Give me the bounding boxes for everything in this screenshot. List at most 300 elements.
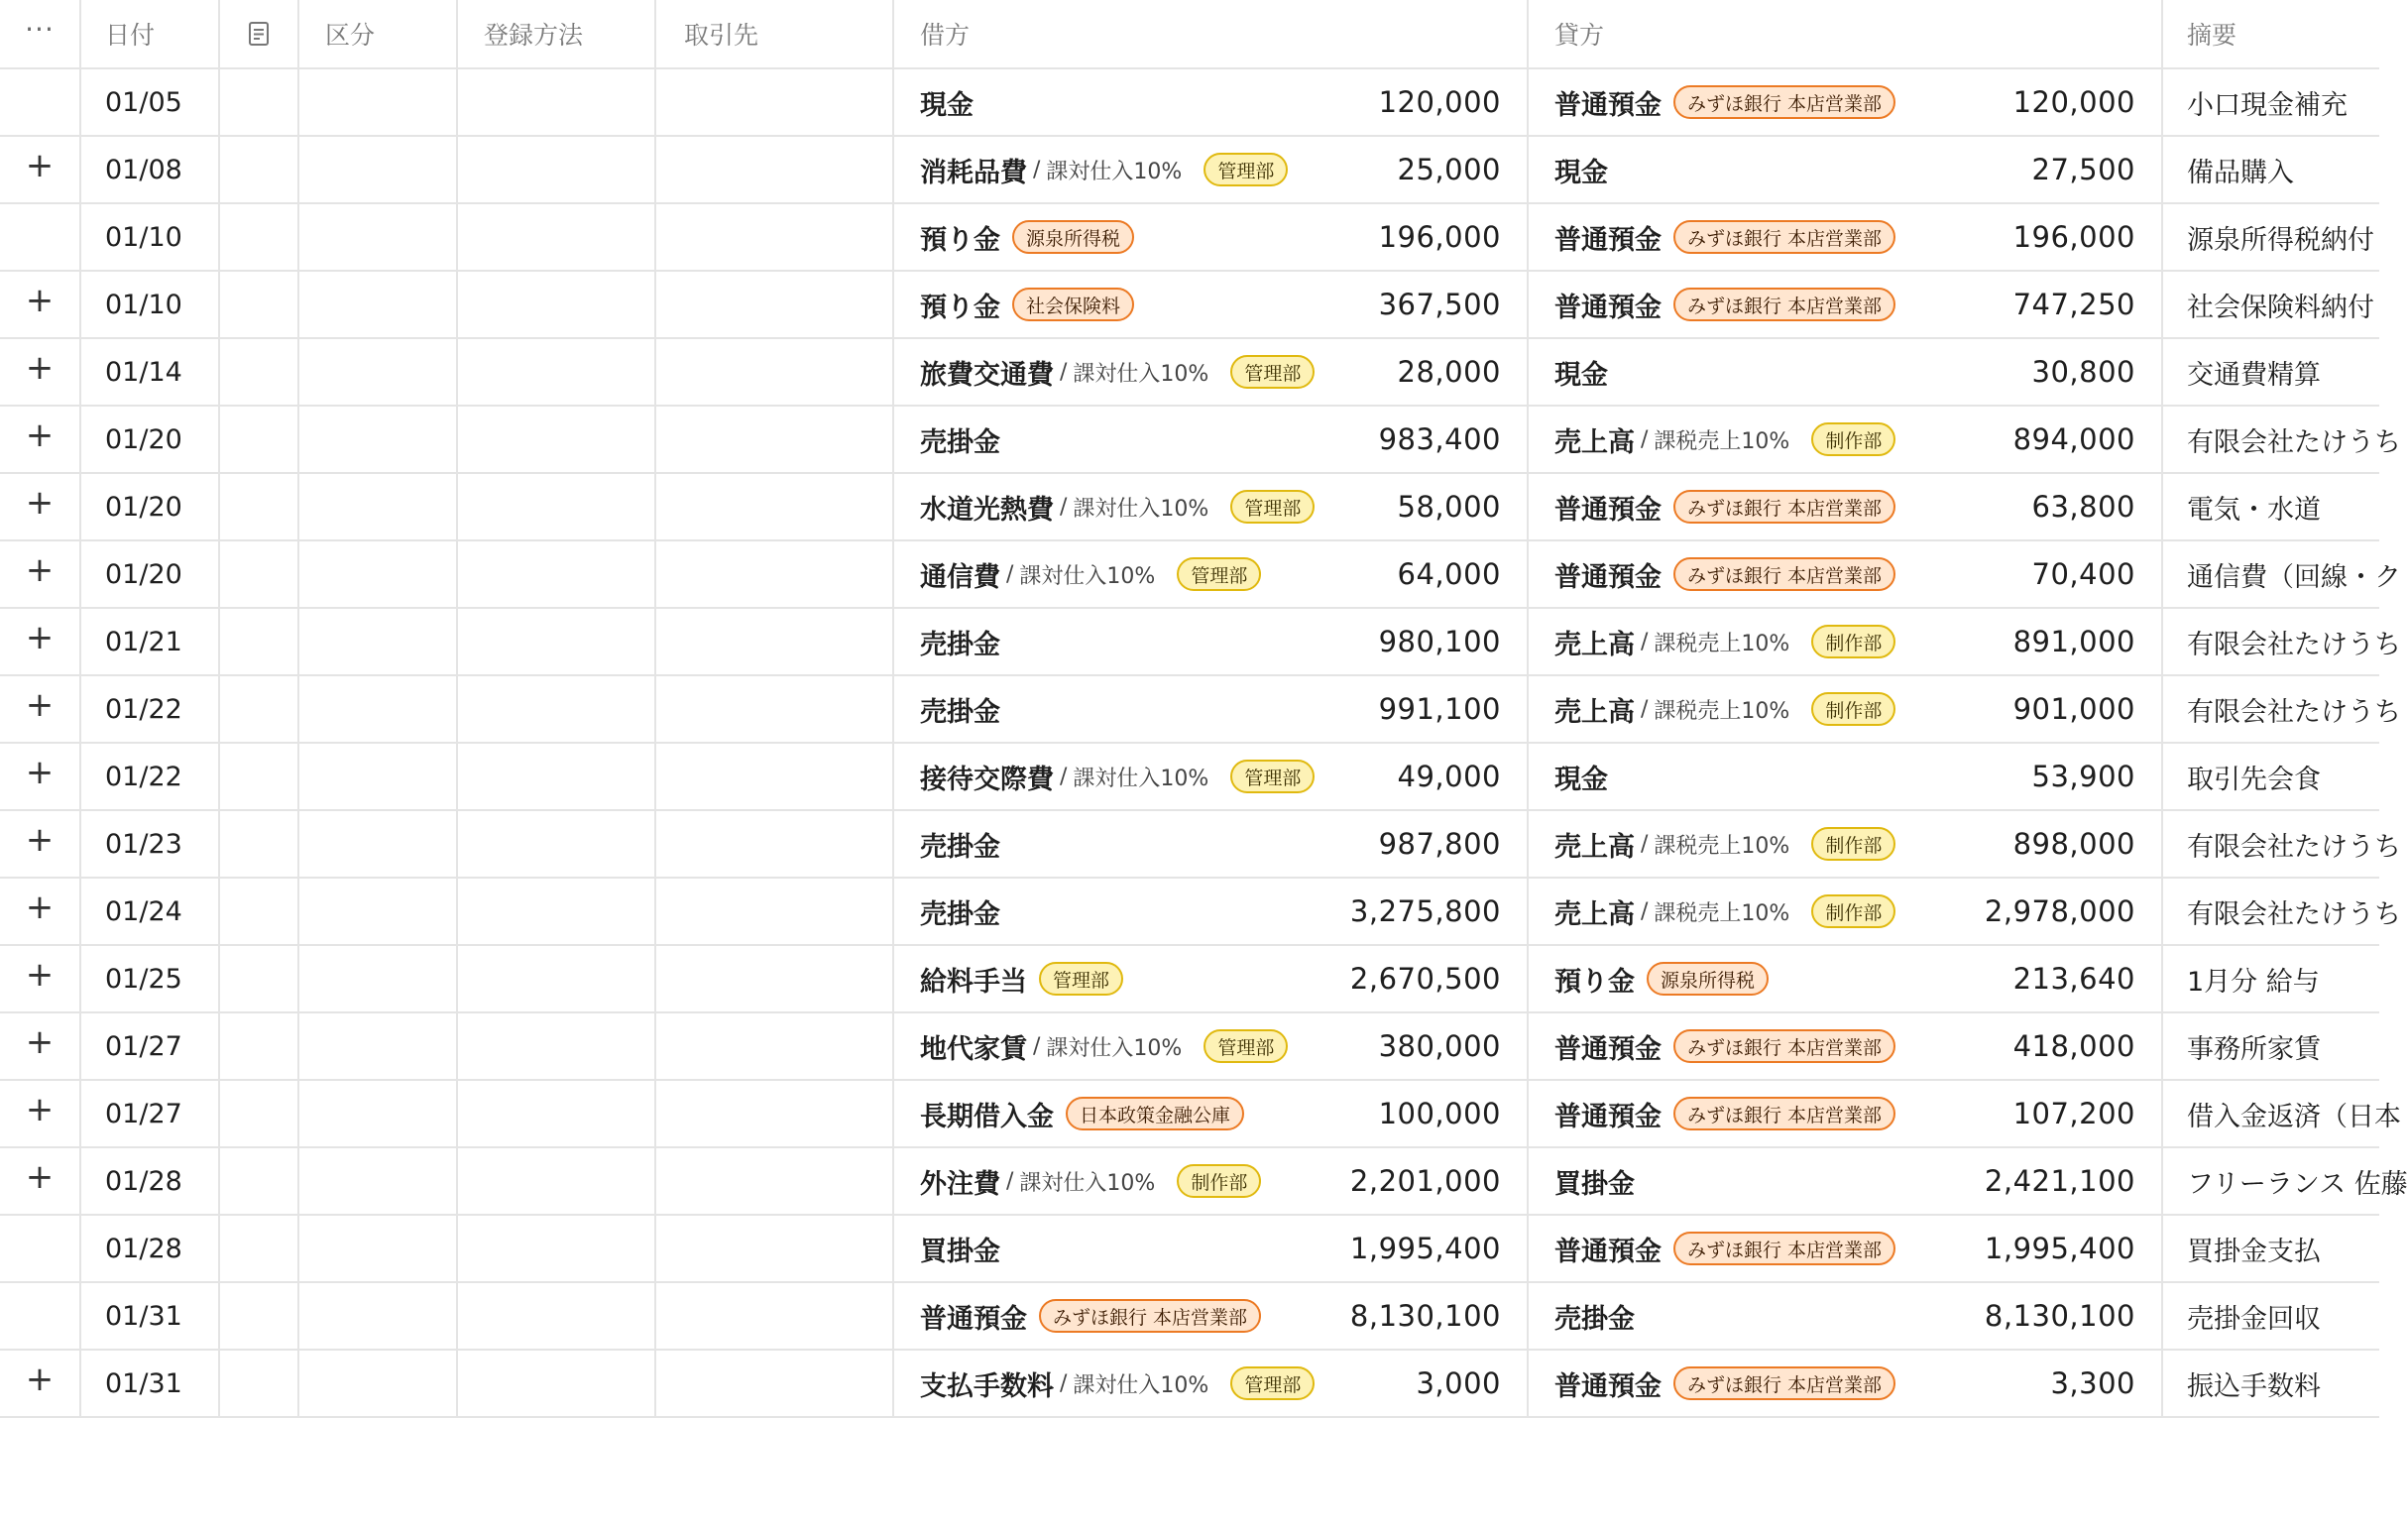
table-header-row xyxy=(0,0,2379,69)
tax-separator: / xyxy=(1641,629,1649,654)
method-cell[interactable] xyxy=(458,1148,656,1214)
debit-account-group xyxy=(920,690,1379,729)
plus-icon[interactable]: + xyxy=(25,1022,55,1062)
debit-amount: 3,275,800 xyxy=(1349,894,1501,928)
debit-cell[interactable] xyxy=(894,879,1529,944)
plus-icon[interactable]: + xyxy=(25,348,55,388)
table-row[interactable] xyxy=(0,1081,2401,1148)
credit-account-group xyxy=(1554,1364,2050,1403)
summary-cell[interactable] xyxy=(2163,69,2379,135)
debit-cell[interactable] xyxy=(894,69,1529,135)
memo-cell[interactable] xyxy=(220,1216,299,1281)
debit-cell[interactable] xyxy=(894,1351,1529,1416)
debit-account: 売掛金 xyxy=(920,831,1000,863)
plus-icon[interactable]: + xyxy=(25,281,55,320)
credit-amount: 70,400 xyxy=(2031,557,2135,591)
credit-tag-badge: みずほ銀行 本店営業部 xyxy=(1673,1029,1895,1063)
summary-cell[interactable] xyxy=(2163,676,2401,742)
memo-cell[interactable] xyxy=(220,69,299,135)
debit-tag-badge: 管理部 xyxy=(1204,1029,1288,1063)
table-row[interactable] xyxy=(0,137,2379,204)
method-cell[interactable] xyxy=(458,1283,656,1349)
credit-amount: 2,421,100 xyxy=(1984,1164,2135,1198)
table-row[interactable] xyxy=(0,609,2401,676)
debit-account-group xyxy=(920,83,1379,122)
debit-cell[interactable] xyxy=(894,1081,1529,1146)
method-cell[interactable] xyxy=(458,204,656,270)
credit-account: 普通預金 xyxy=(1554,224,1662,256)
date-cell[interactable]: 01/08 xyxy=(81,137,220,202)
debit-account-group xyxy=(920,892,1350,931)
kubun-cell[interactable] xyxy=(299,1081,458,1146)
summary-text: 通信費（回線・ク xyxy=(2187,561,2401,593)
debit-cell[interactable] xyxy=(894,272,1529,337)
kubun-cell[interactable] xyxy=(299,137,458,202)
debit-cell[interactable] xyxy=(894,137,1529,202)
date-cell[interactable]: 01/05 xyxy=(81,69,220,135)
partner-cell[interactable] xyxy=(656,946,894,1011)
date-cell[interactable]: 01/25 xyxy=(81,946,220,1011)
column-header-memo[interactable] xyxy=(220,0,299,67)
debit-tag-badge: 管理部 xyxy=(1177,557,1261,591)
date-cell[interactable]: 01/28 xyxy=(81,1148,220,1214)
kubun-cell[interactable] xyxy=(299,676,458,742)
partner-cell[interactable] xyxy=(656,137,894,202)
table-row[interactable] xyxy=(0,339,2379,407)
date-cell[interactable]: 01/22 xyxy=(81,676,220,742)
summary-cell[interactable] xyxy=(2163,541,2401,607)
credit-cell[interactable] xyxy=(1529,474,2163,539)
kubun-cell[interactable] xyxy=(299,946,458,1011)
kubun-cell[interactable] xyxy=(299,69,458,135)
credit-cell[interactable] xyxy=(1529,137,2163,202)
debit-cell[interactable] xyxy=(894,407,1529,472)
partner-cell[interactable] xyxy=(656,1148,894,1214)
debit-cell[interactable] xyxy=(894,204,1529,270)
kubun-cell[interactable] xyxy=(299,474,458,539)
debit-cell[interactable] xyxy=(894,1013,1529,1079)
summary-text: 小口現金補充 xyxy=(2187,89,2348,121)
debit-cell[interactable] xyxy=(894,609,1529,674)
debit-cell[interactable] xyxy=(894,1148,1529,1214)
summary-cell[interactable] xyxy=(2163,744,2379,809)
date-cell[interactable]: 01/21 xyxy=(81,609,220,674)
kubun-cell[interactable] xyxy=(299,1283,458,1349)
credit-account: 普通預金 xyxy=(1554,1236,1662,1267)
date-cell[interactable]: 01/10 xyxy=(81,204,220,270)
memo-cell[interactable] xyxy=(220,1013,299,1079)
date-cell[interactable]: 01/31 xyxy=(81,1283,220,1349)
plus-icon[interactable]: + xyxy=(25,820,55,860)
partner-cell[interactable] xyxy=(656,1081,894,1146)
column-menu-button[interactable] xyxy=(0,0,81,67)
debit-account: 地代家賃 xyxy=(920,1033,1027,1065)
method-cell[interactable] xyxy=(458,137,656,202)
summary-text: 有限会社たけうち xyxy=(2187,898,2401,930)
row-expand-cell[interactable] xyxy=(0,1081,81,1146)
memo-cell[interactable] xyxy=(220,407,299,472)
memo-cell[interactable] xyxy=(220,609,299,674)
partner-cell[interactable] xyxy=(656,1351,894,1416)
tax-separator: / xyxy=(1033,157,1041,182)
table-row[interactable] xyxy=(0,272,2379,339)
summary-cell[interactable] xyxy=(2163,474,2379,539)
row-expand-cell[interactable] xyxy=(0,339,81,405)
summary-cell[interactable] xyxy=(2163,407,2401,472)
kubun-cell[interactable] xyxy=(299,811,458,877)
date-cell[interactable]: 01/28 xyxy=(81,1216,220,1281)
method-cell[interactable] xyxy=(458,272,656,337)
summary-cell[interactable] xyxy=(2163,1283,2379,1349)
debit-cell[interactable] xyxy=(894,474,1529,539)
credit-cell[interactable] xyxy=(1529,946,2163,1011)
date-cell[interactable]: 01/27 xyxy=(81,1081,220,1146)
column-header-summary[interactable]: 摘要 xyxy=(2187,21,2237,50)
memo-cell[interactable] xyxy=(220,137,299,202)
kubun-cell[interactable] xyxy=(299,272,458,337)
debit-cell[interactable] xyxy=(894,339,1529,405)
memo-cell[interactable] xyxy=(220,474,299,539)
partner-cell[interactable] xyxy=(656,204,894,270)
memo-cell[interactable] xyxy=(220,541,299,607)
credit-account-group xyxy=(1554,623,2013,661)
table-row[interactable] xyxy=(0,1148,2408,1216)
debit-account-group xyxy=(920,353,1398,392)
debit-cell[interactable] xyxy=(894,946,1529,1011)
credit-account: 普通預金 xyxy=(1554,1033,1662,1065)
credit-cell[interactable] xyxy=(1529,1013,2163,1079)
memo-cell[interactable] xyxy=(220,946,299,1011)
row-expand-cell[interactable] xyxy=(0,1013,81,1079)
date-cell[interactable]: 01/27 xyxy=(81,1013,220,1079)
plus-icon[interactable]: + xyxy=(25,1360,55,1399)
partner-cell[interactable] xyxy=(656,474,894,539)
summary-cell[interactable] xyxy=(2163,1148,2408,1214)
table-row[interactable] xyxy=(0,811,2401,879)
credit-account-group xyxy=(1554,825,2013,864)
method-cell[interactable] xyxy=(458,676,656,742)
credit-cell[interactable] xyxy=(1529,204,2163,270)
plus-icon[interactable]: + xyxy=(25,146,55,185)
partner-cell[interactable] xyxy=(656,1216,894,1281)
table-row[interactable] xyxy=(0,744,2379,811)
debit-amount: 1,995,400 xyxy=(1349,1232,1501,1265)
credit-tag-badge: みずほ銀行 本店営業部 xyxy=(1673,85,1895,119)
summary-cell[interactable] xyxy=(2163,879,2401,944)
tax-separator: / xyxy=(1060,359,1068,385)
table-row[interactable] xyxy=(0,474,2379,541)
summary-text: 有限会社たけうち xyxy=(2187,831,2401,863)
table-row[interactable] xyxy=(0,541,2401,609)
summary-cell[interactable] xyxy=(2163,204,2379,270)
column-header-credit[interactable]: 貸方 xyxy=(1529,0,2163,67)
kubun-cell[interactable] xyxy=(299,204,458,270)
debit-tag-badge: 管理部 xyxy=(1230,355,1315,389)
date-cell[interactable]: 01/22 xyxy=(81,744,220,809)
credit-cell[interactable] xyxy=(1529,1216,2163,1281)
table-row[interactable] xyxy=(0,1351,2379,1418)
debit-amount: 2,201,000 xyxy=(1349,1164,1501,1198)
kubun-cell[interactable] xyxy=(299,541,458,607)
plus-icon[interactable]: + xyxy=(25,888,55,927)
row-expand-cell[interactable] xyxy=(0,609,81,674)
kubun-cell[interactable] xyxy=(299,879,458,944)
debit-cell[interactable] xyxy=(894,1283,1529,1349)
debit-amount: 380,000 xyxy=(1378,1029,1501,1063)
plus-icon[interactable]: + xyxy=(25,618,55,657)
debit-cell[interactable] xyxy=(894,541,1529,607)
table-row[interactable] xyxy=(0,407,2401,474)
plus-icon[interactable]: + xyxy=(25,415,55,455)
partner-cell[interactable] xyxy=(656,609,894,674)
row-expand-cell[interactable] xyxy=(0,676,81,742)
credit-tag-badge: みずほ銀行 本店営業部 xyxy=(1673,1232,1895,1265)
partner-cell[interactable] xyxy=(656,744,894,809)
method-cell[interactable] xyxy=(458,1351,656,1416)
summary-text: 有限会社たけうち xyxy=(2187,426,2401,458)
debit-tag-badge: 源泉所得税 xyxy=(1012,220,1134,254)
credit-account: 現金 xyxy=(1554,764,1608,795)
memo-cell[interactable] xyxy=(220,1283,299,1349)
partner-cell[interactable] xyxy=(656,339,894,405)
summary-text: 売掛金回収 xyxy=(2187,1303,2321,1335)
plus-icon[interactable]: + xyxy=(25,955,55,995)
debit-tag-badge: 管理部 xyxy=(1204,153,1288,186)
row-expand-cell[interactable] xyxy=(0,1148,81,1214)
debit-amount: 983,400 xyxy=(1378,422,1501,456)
credit-tag-badge: 制作部 xyxy=(1811,894,1895,928)
row-expand-cell[interactable] xyxy=(0,1351,81,1416)
credit-tag-badge: みずほ銀行 本店営業部 xyxy=(1673,490,1895,524)
memo-cell[interactable] xyxy=(220,204,299,270)
method-cell[interactable] xyxy=(458,474,656,539)
method-cell[interactable] xyxy=(458,1013,656,1079)
summary-cell[interactable] xyxy=(2163,137,2379,202)
credit-amount: 196,000 xyxy=(2012,220,2135,254)
plus-icon[interactable]: + xyxy=(25,753,55,792)
date-cell[interactable]: 01/20 xyxy=(81,474,220,539)
summary-cell[interactable] xyxy=(2163,339,2379,405)
credit-account: 買掛金 xyxy=(1554,1168,1635,1200)
debit-amount: 196,000 xyxy=(1378,220,1501,254)
credit-cell[interactable] xyxy=(1529,407,2163,472)
table-row[interactable] xyxy=(0,1283,2379,1351)
credit-cell[interactable] xyxy=(1529,541,2163,607)
table-row[interactable] xyxy=(0,1013,2379,1081)
credit-cell[interactable] xyxy=(1529,676,2163,742)
debit-tax-category: 課対仕入10% xyxy=(1046,159,1183,184)
date-cell[interactable]: 01/31 xyxy=(81,1351,220,1416)
column-header-debit[interactable]: 借方 xyxy=(894,0,1529,67)
credit-cell[interactable] xyxy=(1529,1283,2163,1349)
debit-account: 給料手当 xyxy=(920,966,1027,998)
summary-cell[interactable] xyxy=(2163,811,2401,877)
debit-account-group xyxy=(920,1027,1379,1066)
kubun-cell[interactable] xyxy=(299,407,458,472)
partner-cell[interactable] xyxy=(656,272,894,337)
credit-cell[interactable] xyxy=(1529,879,2163,944)
debit-tag-badge: 日本政策金融公庫 xyxy=(1066,1097,1244,1130)
method-cell[interactable] xyxy=(458,609,656,674)
kubun-cell[interactable] xyxy=(299,744,458,809)
column-header-kubun[interactable]: 区分 xyxy=(299,0,458,67)
row-expand-cell[interactable] xyxy=(0,879,81,944)
memo-cell[interactable] xyxy=(220,1148,299,1214)
kubun-cell[interactable] xyxy=(299,1216,458,1281)
column-header-partner[interactable]: 取引先 xyxy=(656,0,894,67)
debit-tag-badge: 管理部 xyxy=(1230,760,1315,793)
debit-account-group xyxy=(920,1364,1416,1403)
table-row[interactable] xyxy=(0,204,2379,272)
row-expand-cell[interactable] xyxy=(0,137,81,202)
partner-cell[interactable] xyxy=(656,811,894,877)
method-cell[interactable] xyxy=(458,1081,656,1146)
row-expand-cell[interactable] xyxy=(0,946,81,1011)
summary-text: 交通費精算 xyxy=(2187,359,2321,391)
method-cell[interactable] xyxy=(458,339,656,405)
summary-cell[interactable] xyxy=(2163,1081,2401,1146)
row-expand-cell[interactable] xyxy=(0,407,81,472)
row-expand-cell[interactable] xyxy=(0,272,81,337)
memo-cell[interactable] xyxy=(220,339,299,405)
credit-cell[interactable] xyxy=(1529,609,2163,674)
kubun-cell[interactable] xyxy=(299,609,458,674)
date-cell[interactable]: 01/23 xyxy=(81,811,220,877)
plus-icon[interactable]: + xyxy=(25,685,55,725)
debit-account-group xyxy=(920,151,1398,189)
method-cell[interactable] xyxy=(458,541,656,607)
row-expand-cell xyxy=(0,1283,81,1349)
credit-cell[interactable] xyxy=(1529,272,2163,337)
summary-cell[interactable] xyxy=(2163,1013,2379,1079)
debit-cell[interactable] xyxy=(894,811,1529,877)
credit-account-group xyxy=(1554,892,1985,931)
memo-cell[interactable] xyxy=(220,879,299,944)
row-expand-cell xyxy=(0,69,81,135)
debit-account-group xyxy=(920,420,1379,459)
table-row[interactable] xyxy=(0,69,2379,137)
summary-cell[interactable] xyxy=(2163,1216,2379,1281)
credit-amount: 2,978,000 xyxy=(1984,894,2135,928)
debit-tag-badge: 社会保険料 xyxy=(1012,288,1134,321)
debit-account-group xyxy=(920,623,1379,661)
method-cell[interactable] xyxy=(458,879,656,944)
debit-amount: 3,000 xyxy=(1416,1366,1501,1400)
table-row[interactable] xyxy=(0,676,2401,744)
debit-cell[interactable] xyxy=(894,1216,1529,1281)
debit-account: 支払手数料 xyxy=(920,1370,1054,1402)
row-expand-cell xyxy=(0,204,81,270)
method-cell[interactable] xyxy=(458,811,656,877)
memo-cell[interactable] xyxy=(220,811,299,877)
tax-separator: / xyxy=(1641,426,1649,452)
plus-icon[interactable]: + xyxy=(25,483,55,523)
credit-account-group xyxy=(1554,83,2013,122)
partner-cell[interactable] xyxy=(656,879,894,944)
credit-account: 普通預金 xyxy=(1554,89,1662,121)
debit-account: 通信費 xyxy=(920,561,1000,593)
column-header-method[interactable]: 登録方法 xyxy=(458,0,656,67)
credit-cell[interactable] xyxy=(1529,339,2163,405)
credit-cell[interactable] xyxy=(1529,1351,2163,1416)
row-expand-cell[interactable] xyxy=(0,744,81,809)
debit-amount: 25,000 xyxy=(1397,153,1501,186)
kubun-cell[interactable] xyxy=(299,1148,458,1214)
summary-cell[interactable] xyxy=(2163,272,2379,337)
credit-cell[interactable] xyxy=(1529,1081,2163,1146)
table-row[interactable] xyxy=(0,946,2379,1013)
date-cell[interactable]: 01/14 xyxy=(81,339,220,405)
row-expand-cell[interactable] xyxy=(0,811,81,877)
table-row[interactable] xyxy=(0,1216,2379,1283)
row-expand-cell[interactable] xyxy=(0,474,81,539)
method-cell[interactable] xyxy=(458,744,656,809)
kubun-cell[interactable] xyxy=(299,339,458,405)
summary-text: 電気・水道 xyxy=(2187,494,2321,526)
debit-account: 接待交際費 xyxy=(920,764,1054,795)
partner-cell[interactable] xyxy=(656,407,894,472)
debit-cell[interactable] xyxy=(894,744,1529,809)
partner-cell[interactable] xyxy=(656,1283,894,1349)
debit-cell[interactable] xyxy=(894,676,1529,742)
partner-cell[interactable] xyxy=(656,69,894,135)
plus-icon[interactable]: + xyxy=(25,1157,55,1197)
plus-icon[interactable]: + xyxy=(25,1090,55,1129)
credit-tag-badge: 制作部 xyxy=(1811,625,1895,658)
partner-cell[interactable] xyxy=(656,541,894,607)
debit-tax-category: 課対仕入10% xyxy=(1019,1170,1156,1196)
credit-amount: 30,800 xyxy=(2031,355,2135,389)
date-cell[interactable]: 01/10 xyxy=(81,272,220,337)
credit-account: 現金 xyxy=(1554,359,1608,391)
date-cell[interactable]: 01/24 xyxy=(81,879,220,944)
debit-account-group xyxy=(920,1095,1379,1133)
summary-cell[interactable] xyxy=(2163,946,2379,1011)
credit-cell[interactable] xyxy=(1529,69,2163,135)
memo-cell[interactable] xyxy=(220,272,299,337)
row-expand-cell[interactable] xyxy=(0,541,81,607)
partner-cell[interactable] xyxy=(656,676,894,742)
summary-cell[interactable] xyxy=(2163,1351,2379,1416)
summary-cell[interactable] xyxy=(2163,609,2401,674)
debit-account-group xyxy=(920,758,1398,796)
kubun-cell[interactable] xyxy=(299,1013,458,1079)
summary-text: 源泉所得税納付 xyxy=(2187,224,2374,256)
plus-icon[interactable]: + xyxy=(25,550,55,590)
credit-amount: 898,000 xyxy=(2012,827,2135,861)
credit-cell[interactable] xyxy=(1529,1148,2163,1214)
partner-cell[interactable] xyxy=(656,1013,894,1079)
method-cell[interactable] xyxy=(458,946,656,1011)
kubun-cell[interactable] xyxy=(299,1351,458,1416)
date-cell[interactable]: 01/20 xyxy=(81,407,220,472)
memo-cell[interactable] xyxy=(220,1351,299,1416)
credit-cell[interactable] xyxy=(1529,744,2163,809)
table-row[interactable] xyxy=(0,879,2401,946)
method-cell[interactable] xyxy=(458,69,656,135)
memo-cell[interactable] xyxy=(220,1081,299,1146)
method-cell[interactable] xyxy=(458,407,656,472)
credit-amount: 891,000 xyxy=(2012,625,2135,658)
column-header-date[interactable]: 日付 xyxy=(81,0,220,67)
date-cell[interactable]: 01/20 xyxy=(81,541,220,607)
credit-cell[interactable] xyxy=(1529,811,2163,877)
memo-cell[interactable] xyxy=(220,676,299,742)
memo-cell[interactable] xyxy=(220,744,299,809)
method-cell[interactable] xyxy=(458,1216,656,1281)
credit-account: 現金 xyxy=(1554,157,1608,188)
credit-account: 売上高 xyxy=(1554,831,1635,863)
